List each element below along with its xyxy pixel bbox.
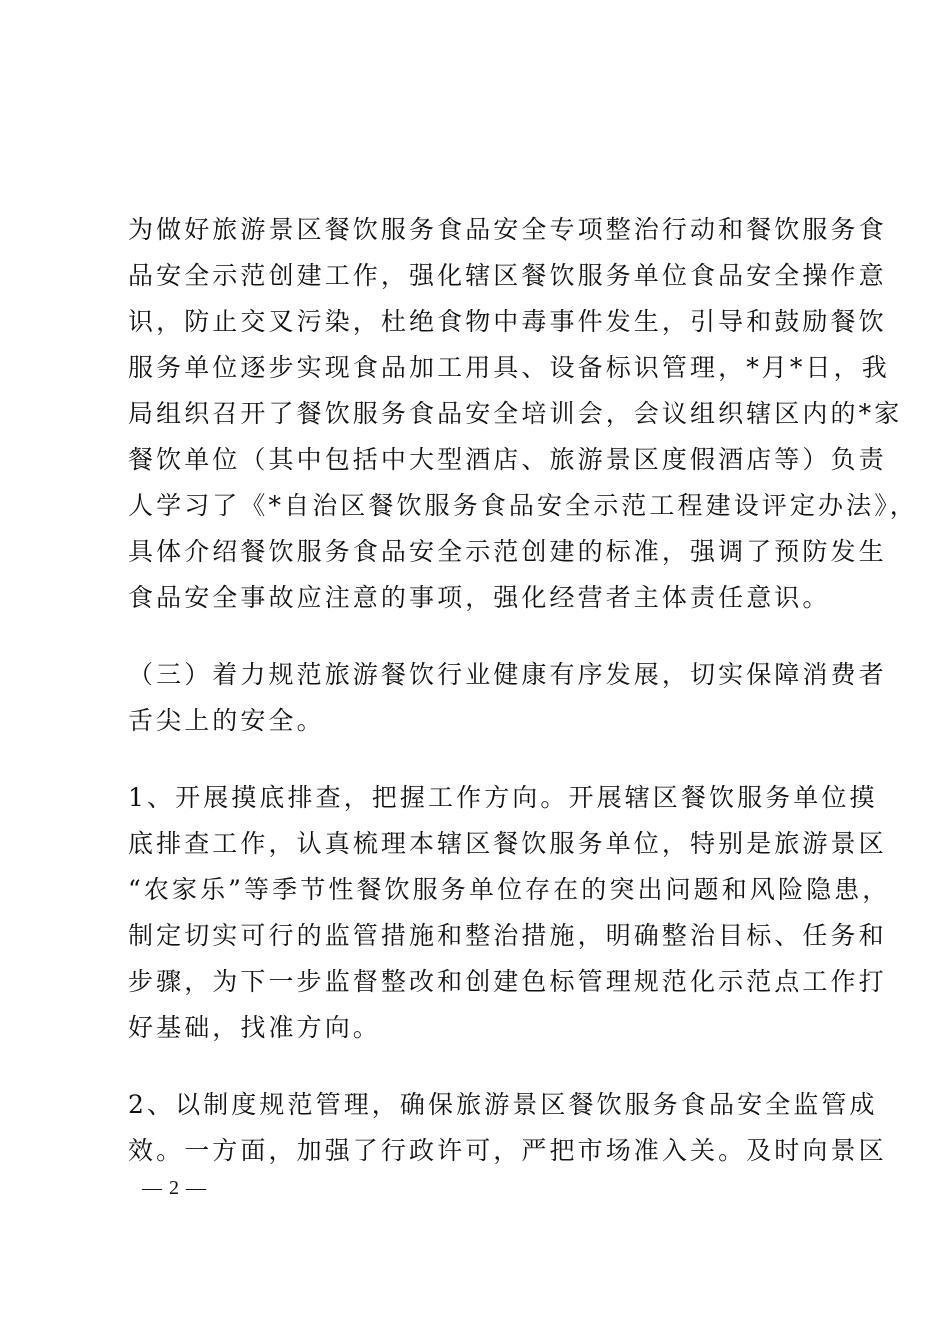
paragraph-3-line-1: 1、开展摸底排查，把握工作方向。开展辖区餐饮服务单位摸: [128, 783, 878, 812]
paragraph-1-line-7: 人学习了《*自治区餐饮服务食品安全示范工程建设评定办法》，: [128, 491, 918, 520]
paragraph-1-line-1: 为做好旅游景区餐饮服务食品安全专项整治行动和餐饮服务食: [128, 215, 887, 244]
paragraph-1-line-8: 具体介绍餐饮服务食品安全示范创建的标准，强调了预防发生: [128, 537, 887, 566]
paragraph-1-line-5: 局组织召开了餐饮服务食品安全培训会，会议组织辖区内的*家: [128, 399, 903, 428]
paragraph-3-line-5: 步骤，为下一步监督整改和创建色标管理规范化示范点工作打: [128, 967, 887, 996]
paragraph-3-line-3: “农家乐”等季节性餐饮服务单位存在的突出问题和风险隐患，: [128, 875, 891, 904]
paragraph-1-line-6: 餐饮单位（其中包括中大型酒店、旅游景区度假酒店等）负责: [128, 445, 887, 474]
paragraph-1-line-9: 食品安全事故应注意的事项，强化经营者主体责任意识。: [128, 583, 831, 612]
paragraph-1-line-2: 品安全示范创建工作，强化辖区餐饮服务单位食品安全操作意: [128, 261, 887, 290]
paragraph-4-line-1: 2、以制度规范管理，确保旅游景区餐饮服务食品安全监管成: [128, 1090, 878, 1119]
page-number: — 2 —: [142, 1177, 207, 1199]
paragraph-4-line-2: 效。一方面，加强了行政许可，严把市场准入关。及时向景区: [128, 1136, 887, 1165]
paragraph-3-line-4: 制定切实可行的监管措施和整治措施，明确整治目标、任务和: [128, 921, 887, 950]
paragraph-1-line-4: 服务单位逐步实现食品加工用具、设备标识管理，*月*日，我: [128, 353, 890, 382]
paragraph-3-line-6: 好基础，找准方向。: [128, 1013, 381, 1042]
paragraph-1-line-3: 识，防止交叉污染，杜绝食物中毒事件发生，引导和鼓励餐饮: [128, 307, 887, 336]
paragraph-2-line-1: （三）着力规范旅游餐饮行业健康有序发展，切实保障消费者: [128, 660, 887, 689]
paragraph-2-line-2: 舌尖上的安全。: [128, 706, 325, 735]
paragraph-3-line-2: 底排查工作，认真梳理本辖区餐饮服务单位，特别是旅游景区: [128, 829, 887, 858]
